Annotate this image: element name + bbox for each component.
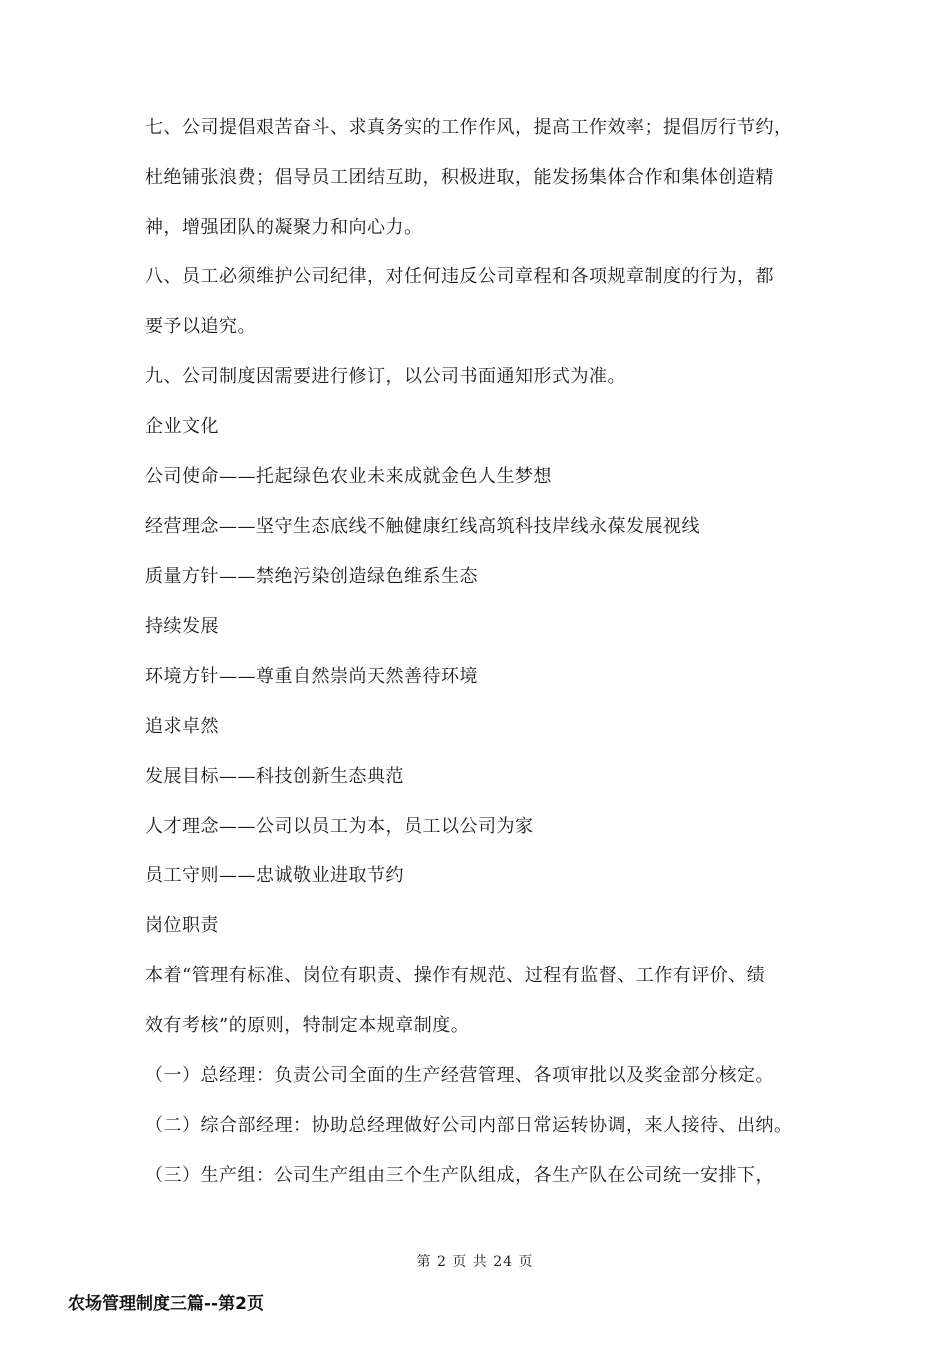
paragraph-line: 要予以追究。: [145, 316, 256, 337]
paragraph-line: （二）综合部经理：协助总经理做好公司内部日常运转协调，来人接待、出纳。: [145, 1115, 793, 1136]
paragraph-line: 持续发展: [145, 616, 219, 637]
paragraph-line: 质量方针——禁绝污染创造绿色维系生态: [145, 566, 478, 587]
paragraph-line: 九、公司制度因需要进行修订，以公司书面通知形式为准。: [145, 366, 626, 387]
paragraph-line: 效有考核”的原则，特制定本规章制度。: [145, 1015, 470, 1036]
paragraph-line: 发展目标——科技创新生态典范: [145, 766, 404, 787]
document-title: 农场管理制度三篇--第2页: [68, 1294, 264, 1314]
paragraph-line: （三）生产组：公司生产组由三个生产队组成，各生产队在公司统一安排下，: [145, 1165, 774, 1186]
paragraph-line: 经营理念——坚守生态底线不触健康红线高筑科技岸线永葆发展视线: [145, 516, 700, 537]
paragraph-line: 七、公司提倡艰苦奋斗、求真务实的工作作风，提高工作效率；提倡厉行节约，: [145, 117, 793, 138]
paragraph-line: 公司使命——托起绿色农业未来成就金色人生梦想: [145, 466, 552, 487]
paragraph-line: 本着“管理有标准、岗位有职责、操作有规范、过程有监督、工作有评价、绩: [145, 965, 766, 986]
paragraph-line: 神，增强团队的凝聚力和向心力。: [145, 217, 423, 238]
paragraph-line: 追求卓然: [145, 716, 219, 737]
page-indicator: 第 2 页 共 24 页: [416, 1254, 534, 1270]
paragraph-line: （一）总经理：负责公司全面的生产经营管理、各项审批以及奖金部分核定。: [145, 1065, 774, 1086]
section-heading: 岗位职责: [145, 915, 219, 936]
paragraph-line: 杜绝铺张浪费；倡导员工团结互助，积极进取，能发扬集体合作和集体创造精: [145, 167, 774, 188]
paragraph-line: 环境方针——尊重自然崇尚天然善待环境: [145, 666, 478, 687]
paragraph-line: 员工守则——忠诚敬业进取节约: [145, 865, 404, 886]
section-heading: 企业文化: [145, 416, 219, 437]
paragraph-line: 八、员工必须维护公司纪律，对任何违反公司章程和各项规章制度的行为，都: [145, 266, 774, 287]
paragraph-line: 人才理念——公司以员工为本，员工以公司为家: [145, 816, 534, 837]
